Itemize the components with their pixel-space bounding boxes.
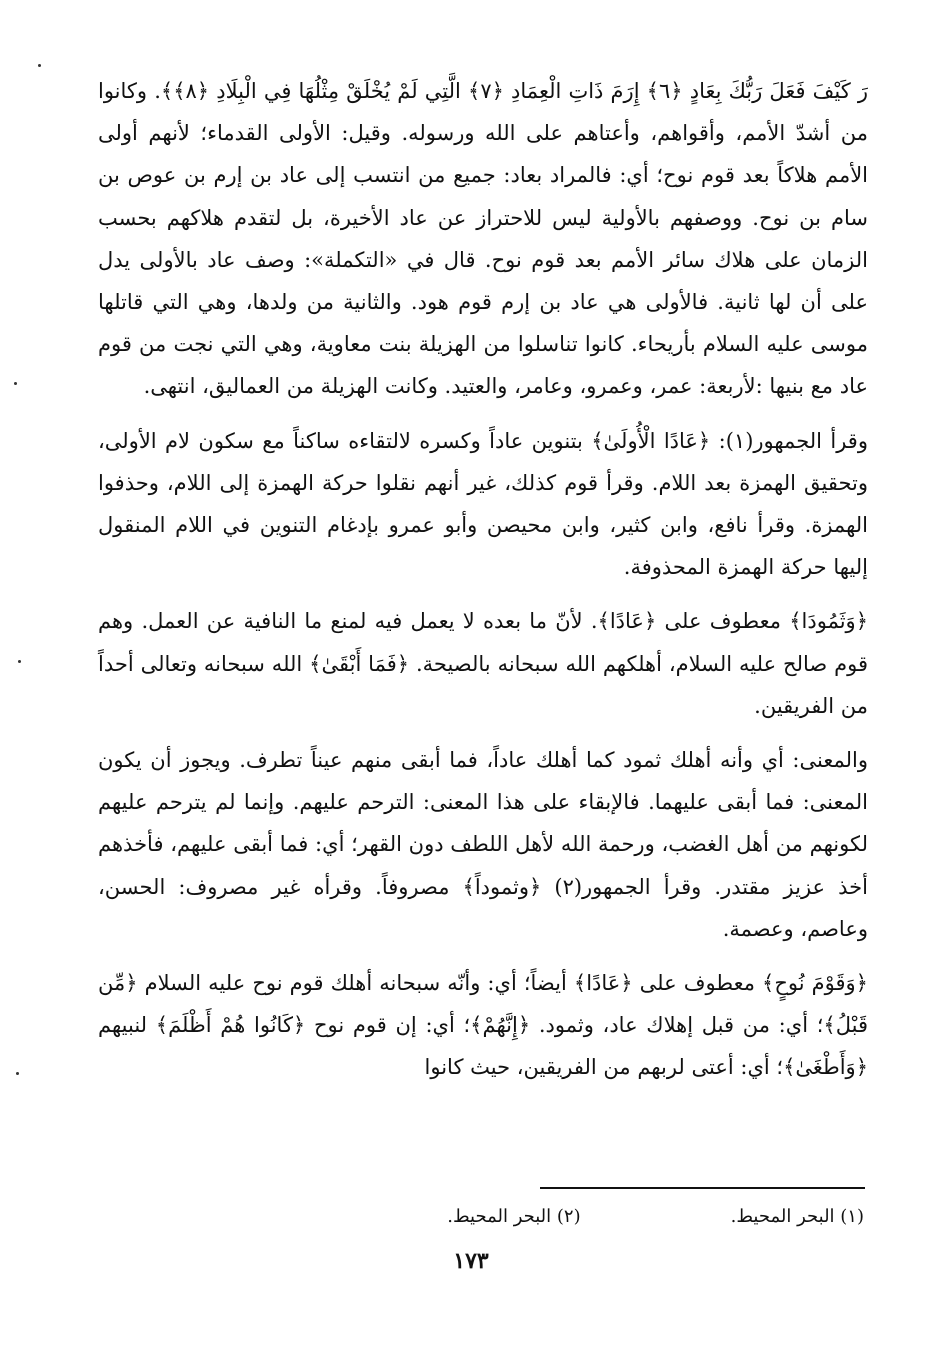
footnote-separator [540, 1187, 865, 1189]
paragraph-1: رَ كَيْفَ فَعَلَ رَبُّكَ بِعَادٍ ﴿٦﴾ إِرَمَ ذَاتِ الْعِمَادِ ﴿٧﴾ الَّتِي لَمْ يُخْلَقْ مِثْلُهَا فِي الْبِلَادِ ﴿٨﴾﴾. وكانوا من أشدّ الأمم، وأقواهم، وأعتاهم على الله ورسوله. وقيل: الأولى القدماء؛ لأنهم أولى الأمم هلاكاً بعد قوم نوح؛ أي: فالمراد بعاد: جميع من انتسب إلى عاد بن إرم بن عوص بن سام بن نوح. ووصفهم بالأولية ليس للاحتراز عن عاد الأخيرة، بل لتقدم هلاكهم بحسب الزمان على هلاك سائر الأمم بعد قوم نوح. قال في «التكملة»: وصف عاد بالأولى يدل على أن لها ثانية. فالأولى هي عاد بن إرم قوم هود. والثانية من ولدها، وهي التي قاتلها موسى عليه السلام بأريحاء. كانوا تناسلوا من الهزيلة بنت معاوية، وهي التي نجت من قوم عاد مع بنيها :لأربعة: عمر، وعمرو، وعامر، والعتيد. وكانت الهزيلة من العماليق، انتهى. [98, 79, 868, 399]
scan-speck [14, 382, 17, 385]
paragraph-4: والمعنى: أي وأنه أهلك ثمود كما أهلك عاداً، فما أبقى منهم عيناً تطرف. ويجوز أن يكون المعنى: فما أبقى عليهما. فالإبقاء على هذا المعنى: الترحم عليهم. وإنما لم يترحم عليهم لكونهم من أهل الغضب، ورحمة الله لأهل اللطف دون القهر؛ أي: فما أبقى عليهم، فأخذهم أخذ عزيز مقتدر. وقرأ الجمهور(٢) ﴿وثموداً﴾ مصروفاً. وقرأه غير مصروف: الحسن، وعاصم، وعصمة. [98, 748, 868, 941]
footnote-2: (٢) البحر المحيط. [447, 1206, 581, 1227]
footnotes [447, 1203, 864, 1231]
footnote-1: (١) البحر المحيط. [730, 1206, 864, 1227]
paragraph-5: ﴿وَقَوْمَ نُوحٍ﴾ معطوف على ﴿عَادًا﴾ أيضاً؛ أي: وأنّه سبحانه أهلك قوم نوح عليه السلام ﴿مِّن قَبْلُ﴾؛ أي: من قبل إهلاك عاد، وثمود. ﴿إِنَّهُمْ﴾؛ أي: إن قوم نوح ﴿كَانُوا هُمْ أَظْلَمَ﴾ لنبيهم ﴿وَأَطْغَىٰ﴾؛ أي: أعتى لربهم من الفريقين، حيث كانوا [98, 971, 868, 1080]
paragraph-3: ﴿وَثَمُودَا﴾ معطوف على ﴿عَادًا﴾. لأنّ ما بعده لا يعمل فيه لمنع ما النافية عن العمل. وهم قوم صالح عليه السلام، أهلكهم الله سبحانه بالصيحة. ﴿فَمَا أَبْقَىٰ﴾ الله سبحانه وتعالى أحداً من الفريقين. [98, 609, 868, 718]
paragraph-2: وقرأ الجمهور(١): ﴿عَادًا الْأُولَىٰ﴾ بتنوين عاداً وكسره لالتقاءه ساكناً مع سكون لام الأولى، وتحقيق الهمزة بعد اللام. وقرأ قوم كذلك، غير أنهم نقلوا حركة الهمزة إلى اللام، وحذفوا الهمزة. وقرأ نافع، وابن كثير، وابن محيصن وأبو عمرو بإدغام التنوين في اللام المنقول إليها حركة الهمزة المحذوفة. [98, 428, 868, 580]
scan-speck [38, 64, 41, 67]
body-text [98, 70, 868, 1089]
scan-speck [18, 660, 21, 663]
page-number: ١٧٣ [453, 1248, 489, 1274]
scan-speck [16, 1072, 19, 1075]
